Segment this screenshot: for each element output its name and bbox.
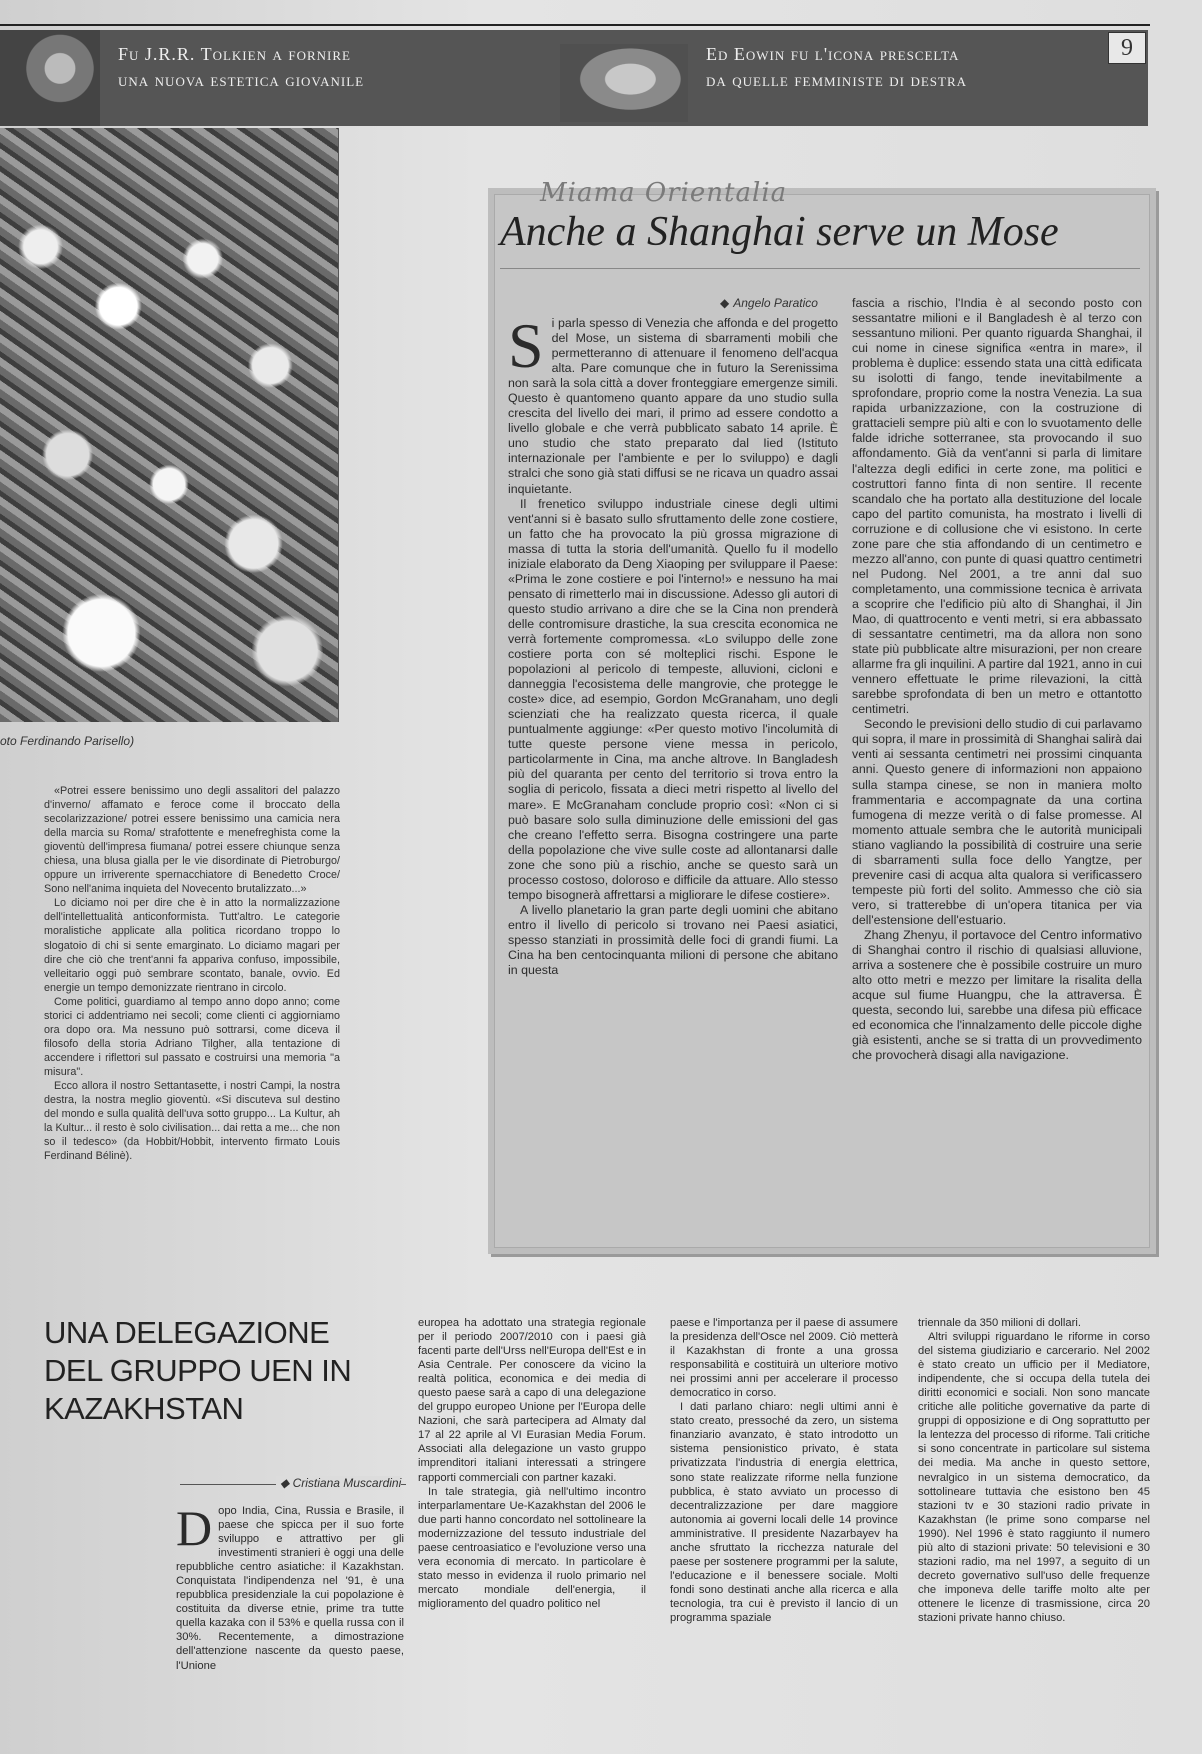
header-right-line2: da quelle femministe di destra bbox=[706, 70, 968, 90]
article-paragraph: A livello planetario la gran parte degli uomini che abitano entro il livello di pericolo si trovano nei Paesi asiatici, spesso stanziati in prossimità delle foci di grandi fiumi. La Cina ha ben centocinquanta milioni di persone che abitano in questa bbox=[508, 902, 838, 978]
eowyn-photo bbox=[560, 44, 688, 122]
article-paragraph: Secondo le previsioni dello studio di cui parlavamo qui sopra, il mare in prossimità di Shanghai salirà dai venti ai sessanta centimetri nei prossimi cinquanta anni. Questo genere di informazioni non appaiono sulla stampa cinese, se non in maniera molto frammentaria e accompagnate da una cortina fumogena di mezze verità o di false promesse. Al momento attuale sembra che le autorità municipali stiano vagliando la possibilità di costruire una serie di sbarramenti sulla foce dello Yangtze, per prevenire casi di acqua alta qualora si verificassero tempeste più forti del solito. Ammesso che ciò sia vero, si tratterebbe di un'opera titanica per via dell'estensione dell'estuario. bbox=[852, 717, 1142, 927]
dropcap: D bbox=[176, 1500, 213, 1556]
byline-name: Angelo Paratico bbox=[733, 296, 818, 310]
left-paragraph: Ecco allora il nostro Settantasette, i nostri Campi, la nostra destra, la nostra meglio gioventù. «Si discuteva sul destino del mondo e sulla qualità dell'uva sotto gruppo... La Kultur, ah la Kultur... il resto è solo civilisation... dai retta a me... che non so il tedesco» (da Hobbit/Hobbit, intervento firmato Louis Ferdinand Bélinè). bbox=[44, 1079, 340, 1163]
article-headline: Anche a Shanghai serve un Mose bbox=[500, 209, 1059, 255]
bottom-column-3 bbox=[670, 1316, 898, 1625]
headline-rule bbox=[500, 268, 1140, 269]
diamond-icon: ◆ bbox=[280, 1476, 293, 1490]
dropcap: S bbox=[508, 310, 544, 381]
bottom-column-2 bbox=[418, 1316, 646, 1611]
article-column-2 bbox=[852, 296, 1142, 1063]
bottom-paragraph: Dopo India, Cina, Russia e Brasile, il paese che spicca per il suo forte sviluppo e attrattivo per gli investimenti stranieri è oggi una delle repubbliche centro asiatiche: il Kazakhstan. Conquistata l'indipendenza nel '91, è una repubblica presidenziale la cui popolazione è costituita da diverse etnie, prime tra tutte quella kazaka con il 53% e quella russa con il 30%. Recentemente, a dimostrazione dell'attenzione nascente da questo paese, l'Unione bbox=[176, 1500, 404, 1672]
tolkien-photo bbox=[0, 30, 100, 126]
article-byline bbox=[720, 296, 818, 310]
article-column-1 bbox=[508, 310, 838, 978]
bottom-paragraph: europea ha adottato una strategia regionale per il periodo 2007/2010 con i paesi già facenti parte dell'Urss nell'Europa dell'Est e in Asia Centrale. Per conoscere da vicino la realtà politica, economica e dei media di questo paese sarà a capo di una delegazione del gruppo europeo Unione per l'Europa delle Nazioni, che sarà partecipera ad Almaty dal 17 al 22 aprile al VI Eurasian Media Forum. Associati alla delegazione un vasto gruppo imprenditori italiani interessati a stringere rapporti commerciali con partner kazaki. bbox=[418, 1317, 646, 1484]
page-number: 9 bbox=[1108, 32, 1146, 64]
article-paragraph: Il frenetico sviluppo industriale cinese degli ultimi vent'anni si è basato sullo sfruttamento delle zone costiere, un fatto che ha provocato la più grossa migrazione di massa di tutta la storia dell'umanità. Quello fu il modello iniziale elaborato da Deng Xiaoping per sviluppare il Paese: «Prima le zone costiere e poi l'interno!» e nessuno ha mai pensato di rimetterlo mai in discussione. Adesso gli autori di questo studio arrivano a dire che se la Cina non prenderà delle contromisure drastiche, la sua crescita economica ne verrà fortemente compromessa. «Lo sviluppo delle zone costiere porta con sé molteplici rischi. Espone le popolazioni al pericolo di tempeste, alluvioni, cicloni e danneggia l'ecosistema delle mangrovie, che protegge le coste» dice, ad esempio, Gordon McGranaham, uno degli scienziati che ha realizzato questa ricerca, il quale puntualmente aggiunge: «Per questo motivo l'incolumità di tutte queste persone viene messa in pericolo, particolarmente in Cina, ma anche altrove. In Bangladesh più del quaranta per cento del territorio si trova entro la soglia di pericolo, fissata a dieci metri rispetto al livello del mare». E McGranaham conclude proprio così: «Non ci si può basare solo sulla diminuzione delle emissioni del gas che creano l'effetto serra. Bisogna costringere una parte della popolazione che vive sulle coste ad allontanarsi dalle zone che sono più a rischio, anche se questo sarà un processo costoso, doloroso e difficile da attuare. Allo stesso tempo bisognerà affrettarsi a migliorare le difese costiere». bbox=[508, 496, 838, 902]
bottom-byline: ◆ Cristiana Muscardini bbox=[276, 1476, 401, 1490]
article-kicker: Miama Orientalia bbox=[540, 178, 788, 208]
header-right-line1: Ed Eowin fu l'icona prescelta bbox=[706, 44, 960, 64]
bottom-paragraph: paese e l'importanza per il paese di assumere la presidenza dell'Osce nel 2009. Ciò metterà il Kazakhstan di fronte a una grossa responsabilità e costituirà un ulteriore motivo nei prossimi anni per accelerare il processo democratico in corso. bbox=[670, 1317, 898, 1400]
top-rule bbox=[0, 24, 1150, 26]
article-paragraph: Zhang Zhenyu, il portavoce del Centro informativo di Shanghai contro il rischio di qualsiasi alluvione, arriva a sostenere che è possibile costruire un muro alto otto metri e mezzo per limitare la risalita della acque sul fiume Huangpu, che la attraversa. È questa, secondo lui, sarebbe una difesa più efficace ed economica che l'innalzamento delle piccole dighe già esistenti, anche se si tratta di un provvedimento che provocherà disagi alla navigazione. bbox=[852, 927, 1142, 1063]
bottom-paragraph: Altri sviluppi riguardano le riforme in corso del sistema giudiziario e carcerario. Nel 2002 è stato creato un ufficio per il Mediatore, indipendente, che si occupa della tutela dei diritti economici e sociali. Non sono mancate critiche alle politiche governative da parte di gruppi di opposizione e di Ong soprattutto per la lentezza del processo di riforme. Tali critiche si sono concentrate in particolare sul sistema dei media. Ma anche in questo settore, nevralgico in un sistema democratico, da sottolineare tuttavia che esistono ben 45 stazioni tv e 30 stazioni radio private in Kazakhstan (le prime sono comparse nel 1990). Nel 1996 è stato raggiunto il numero più alto di stazioni private: 50 televisioni e 30 stazioni radio, ma nel 1997, a seguito di un decreto governativo sull'uso delle frequenze che imponeva delle tariffe molto alte per ottenere le licenze di trasmissione, circa 20 stazioni private hanno chiuso. bbox=[918, 1331, 1150, 1624]
header-left-line1: Fu J.R.R. Tolkien a fornire bbox=[118, 44, 351, 64]
header-left-line2: una nuova estetica giovanile bbox=[118, 70, 365, 90]
bottom-paragraph: I dati parlano chiaro: negli ultimi anni è stato creato, pressoché da zero, un sistema finanziario avanzato, è stato introdotto un sistema pensionistico privato, è stata privatizzata l'industria di energia elettrica, sono state realizzate riforme nella funzione pubblica, è stato avviato un processo di decentralizzazione per dare maggiore autonomia ai governi locali delle 14 province amministrative. Il presidente Nazarbayev ha anche sfruttato la ricchezza naturale del paese per sostenere programmi per la salute, l'educazione e il benessere sociale. Molti fondi sono destinati anche alla ricerca e alla tecnologia, tra cui è previsto il lancio di un programma spaziale bbox=[670, 1401, 898, 1624]
bottom-column-4 bbox=[918, 1316, 1150, 1625]
diamond-icon: ◆ bbox=[720, 296, 730, 310]
bottom-paragraph: In tale strategia, già nell'ultimo incontro interparlamentare Ue-Kazakhstan del 2006 le due parti hanno concordato nel sottolineare la modernizzazione del tessuto industriale del paese centroasiatico e l'evoluzione verso una vera economia di mercato. In particolare è stato messo in evidenza il ruolo primario nel mercato mondiale dell'energia, il miglioramento del quadro politico nel bbox=[418, 1485, 646, 1610]
bottom-article-title: UNA DELEGAZIONE DEL GRUPPO UEN IN KAZAKHSTAN bbox=[44, 1315, 352, 1426]
article-paragraph: fascia a rischio, l'India è al secondo posto con sessantatre milioni e il Bangladesh è al terzo con sessantuno milioni. Per quanto riguarda Shanghai, il cui nome in cinese significa «entra in mare», il problema è duplice: essendo stata una città edificata su isolotti di fango, tende inevitabilmente a sprofondare, proprio come la nostra Venezia. La sua rapida urbanizzazione, con la costruzione di grattacieli sempre più alti e con lo svuotamento delle falde idriche sotterranee, sta provocando il suo affondamento. Già da vent'anni si parla di limitare l'altezza degli edifici in certe zone, ma politici e costruttori fanno finta di non sentire. Il recente scandalo che ha portato alla destituzione del locale capo del partito comunista, ha mostrato i livelli di corruzione e di collusione che vi esistono. In certe zone pare che stia affondando di un centimetro e mezzo all'anno, con punte di quasi quattro centimetri nel Pudong. Nel 2001, a tre anni dal suo completamento, una commissione tecnica è arrivata a scoprire che l'edificio più alto di Shanghai, il Jin Mao, di quattrocento e venti metri, si era abbassato di sessantatre centimetri, ma da allora non sono state più pubblicate altre misurazioni, per non creare allarme fra gli inquilini. A partire dal 1921, anno in cui vennero effettuate le prime rilevazioni, la città sarebbe sprofondata di ben un metro e ottantotto centimetri. bbox=[852, 296, 1142, 717]
left-paragraph: Lo diciamo noi per dire che è in atto la normalizzazione dell'intellettualità anticonformista. Tutt'altro. Le categorie moralistiche applicate alla politica ricordano troppo lo slogatoio di chi si sente emarginato. Lo diciamo magari per dire che ciò che trent'anni fa appariva confuso, impossibile, velleitario oggi può sembrare scontato, banale, ovvio. Ed energie un tempo demonizzate rientrano in circolo. bbox=[44, 897, 340, 994]
article-paragraph: Si parla spesso di Venezia che affonda e del progetto del Mose, un sistema di sbarramenti mobili che permetteranno di attenuare il fenomeno dell'acqua alta. Pare comunque che in futuro la Serenissima non sarà la sola città a dover fronteggiare emergenze simili. Questo è quantomeno quanto appare da uno studio sulla crescita del livello dei mari, il primo ad essere condotto a livello globale e che verrà pubblicato sabato 14 aprile. È uno studio che stato preparato dal Iied (Istituto internazionale per l'ambiente e per lo sviluppo) e dagli stralci che sono già stati diffusi se ne ricava un quadro assai inquietante. bbox=[508, 310, 838, 496]
photo-credit: oto Ferdinando Parisello) bbox=[0, 734, 135, 748]
left-paragraph: Come politici, guardiamo al tempo anno dopo anno; come storici ci addentriamo nei secoli; come clienti ci aggiorniamo ora dopo ora. Ma nessuno può sottrarsi, come diceva il filosofo della storia Adriano Tilgher, alla tentazione di accendere i riflettori sul passato e costruirsi una memoria "a misura". bbox=[44, 995, 340, 1078]
left-column bbox=[44, 784, 340, 1163]
crowd-photo bbox=[0, 128, 339, 722]
bottom-paragraph: triennale da 350 milioni di dollari. bbox=[918, 1317, 1081, 1329]
left-paragraph: «Potrei essere benissimo uno degli assalitori del palazzo d'inverno/ affamato e feroce come il broccato della secolarizzazione/ potrei essere benissimo una camicia nera della marcia su Roma/ strafottente e menefreghista come la gioventù dell'impresa fiumana/ potrei essere chiunque senza chiesa, una blusa gialla per le vie disordinate di Pietroburgo/ oppure un irriverente spernacchiatore di Benedetto Croce/ Sono nell'anima inquieta del Novecento brutalizzato...» bbox=[44, 785, 340, 896]
bottom-column-1 bbox=[176, 1500, 404, 1673]
